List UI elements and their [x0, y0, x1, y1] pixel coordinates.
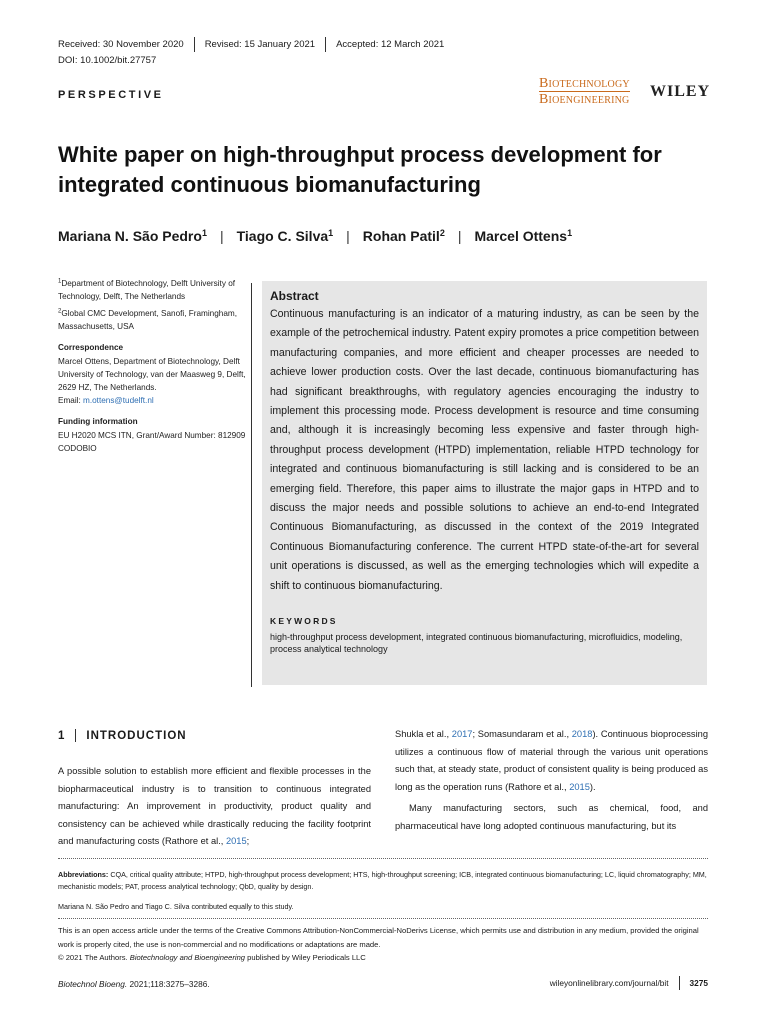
email-link[interactable]: m.ottens@tudelft.nl [83, 396, 154, 405]
footer-right [550, 976, 708, 990]
citation-link[interactable]: 2015 [225, 836, 247, 846]
received-date: Received: 30 November 2020 [58, 39, 184, 50]
divider [679, 976, 680, 990]
correspondence-text: Marcel Ottens, Department of Biotechnology, Delft University of Technology, van der Maasweg 9, Delft, 2629 HZ, The Netherlands. Email: m.ottens@tudelft.nl [58, 357, 246, 405]
author[interactable]: Tiago C. Silva$^1$ [236, 228, 334, 244]
divider [58, 918, 708, 919]
revised-date: Revised: 15 January 2021 [204, 39, 316, 50]
body-text-column-1: A possible solution to establish more efficient and flexible processes in the biopharmaceutical industry is to transition to continuous integrated manufacturing: An improvement in productivity, product quality and consistency can be achieved while drastically reducing the facility footprint and manufacturing costs (Rathore et al., 2015; [58, 766, 371, 846]
keywords: high-throughput process development, integrated continuous biomanufacturing, microfluidics, modeling, process analytical technology [270, 632, 683, 655]
author-list [58, 228, 572, 244]
abstract-heading: Abstract [270, 289, 319, 303]
author[interactable]: Rohan Patil$^2$ [362, 228, 445, 244]
license-text: This is an open access article under the terms of the Creative Commons Attribution-NonCommercial-NoDerivs License, which permits use and distribution in any medium, provided the original work is properly cited, the use is non-commercial and no modifications or adaptations are made. [58, 926, 699, 949]
keywords-heading: KEYWORDS [270, 616, 338, 627]
author[interactable]: Marcel Ottens$^1$ [474, 228, 573, 244]
license-note [58, 924, 708, 965]
doi[interactable]: DOI: 10.1002/bit.27757 [58, 55, 157, 66]
section-number: 1 [58, 729, 66, 742]
citation-link[interactable]: 2017 [451, 729, 473, 739]
funding-heading: Funding information [58, 417, 138, 426]
divider [194, 37, 195, 52]
correspondence-heading: Correspondence [58, 343, 124, 352]
footer-citation: Biotechnol Bioeng. 2021;118:3275–3286. [58, 979, 210, 989]
divider [75, 729, 76, 742]
abstract-box [262, 281, 707, 685]
author-separator: | [346, 228, 350, 244]
funding-text: EU H2020 MCS ITN, Grant/Award Number: 812909 CODOBIO [58, 431, 246, 453]
page-number: 3275 [689, 978, 708, 988]
journal-logo-line1: Biotechnology [539, 76, 630, 91]
journal-logo [539, 77, 630, 107]
divider [251, 283, 252, 687]
copyright: © 2021 The Authors. Biotechnology and Bioengineering published by Wiley Periodicals LLC [58, 953, 366, 962]
contribution-note: Mariana N. São Pedro and Tiago C. Silva contributed equally to this study. [58, 902, 294, 911]
section-title: INTRODUCTION [86, 729, 187, 742]
article-dates [58, 37, 444, 52]
divider [58, 858, 708, 859]
journal-logo-line2: Bioengineering [539, 92, 630, 107]
author-separator: | [457, 228, 462, 244]
citation-link[interactable]: 2015 [569, 781, 590, 792]
citation-link[interactable]: 2018 [571, 729, 593, 739]
paper-title: White paper on high-throughput process development for integrated continuous biomanufacturing [58, 142, 662, 197]
abstract-text: Continuous manufacturing is an indicator of a maturing industry, as can be seen by the example of the petrochemical industry. Patent expiry promotes a price competition between manufacturing companies, and more efficient and cheaper processes are needed to achieve lower production costs. Over the last decade, continuous biomanufacturing has had significant breakthroughs, with regulatory agencies encouraging the industry to implement this processing mode. Process development is resource and time consuming and, although it is increasingly becoming less expensive and faster through high-throughput process development (HTPD) implementation, reliable HTPD technology for integrated and continuous biomanufacturing is still lacking and is considered to be an emerging field. Therefore, this paper aims to illustrate the major gaps in HTPD and to discuss the major needs and possible solutions to achieve an end-to-end Integrated Continuous Biomanufacturing, as discussed in the context of the 2019 Integrated Continuous Biomanufacturing conference. The current HTPD state-of-the-art for several unit operations is discussed, as well as the emerging technologies which will expedite a shift to continuous biomanufacturing. [270, 308, 699, 592]
article-info [58, 277, 248, 459]
paragraph: Shukla et al., 2017; Somasundaram et al., 2018). Continuous bioprocessing utilizes a continuous flow of material through the various unit operations such that, at steady state, product of consistent quality is being produced as long as the operation runs (Rathore et al., 2015). [395, 729, 708, 792]
affiliation: $^1$Department of Biotechnology, Delft University of Technology, Delft, The Netherlands [58, 278, 236, 301]
section-label: PERSPECTIVE [58, 89, 164, 101]
body-text-column-2 [395, 726, 708, 835]
affiliation: $^2$Global CMC Development, Sanofi, Framingham, Massachusetts, USA [58, 308, 237, 331]
author-separator: | [219, 228, 224, 244]
publisher-logo: WILEY [650, 83, 711, 100]
section-heading [58, 729, 187, 742]
journal-url[interactable]: wileyonlinelibrary.com/journal/bit [549, 978, 669, 988]
abbreviations: Abbreviations: CQA, critical quality attribute; HTPD, high-throughput process development; HTS, high-throughput screening; ICB, integrated continuous biomanufacturing; LC, liquid chromatography; MM, mechanistic models; PAT, process analytical technology; QbD, quality by design. [58, 870, 707, 891]
accepted-date: Accepted: 12 March 2021 [336, 39, 445, 50]
divider [325, 37, 326, 52]
author[interactable]: Mariana N. São Pedro$^1$ [58, 228, 207, 244]
paragraph: Many manufacturing sectors, such as chemical, food, and pharmaceutical have long adopted continuous manufacturing, but its [395, 803, 708, 831]
